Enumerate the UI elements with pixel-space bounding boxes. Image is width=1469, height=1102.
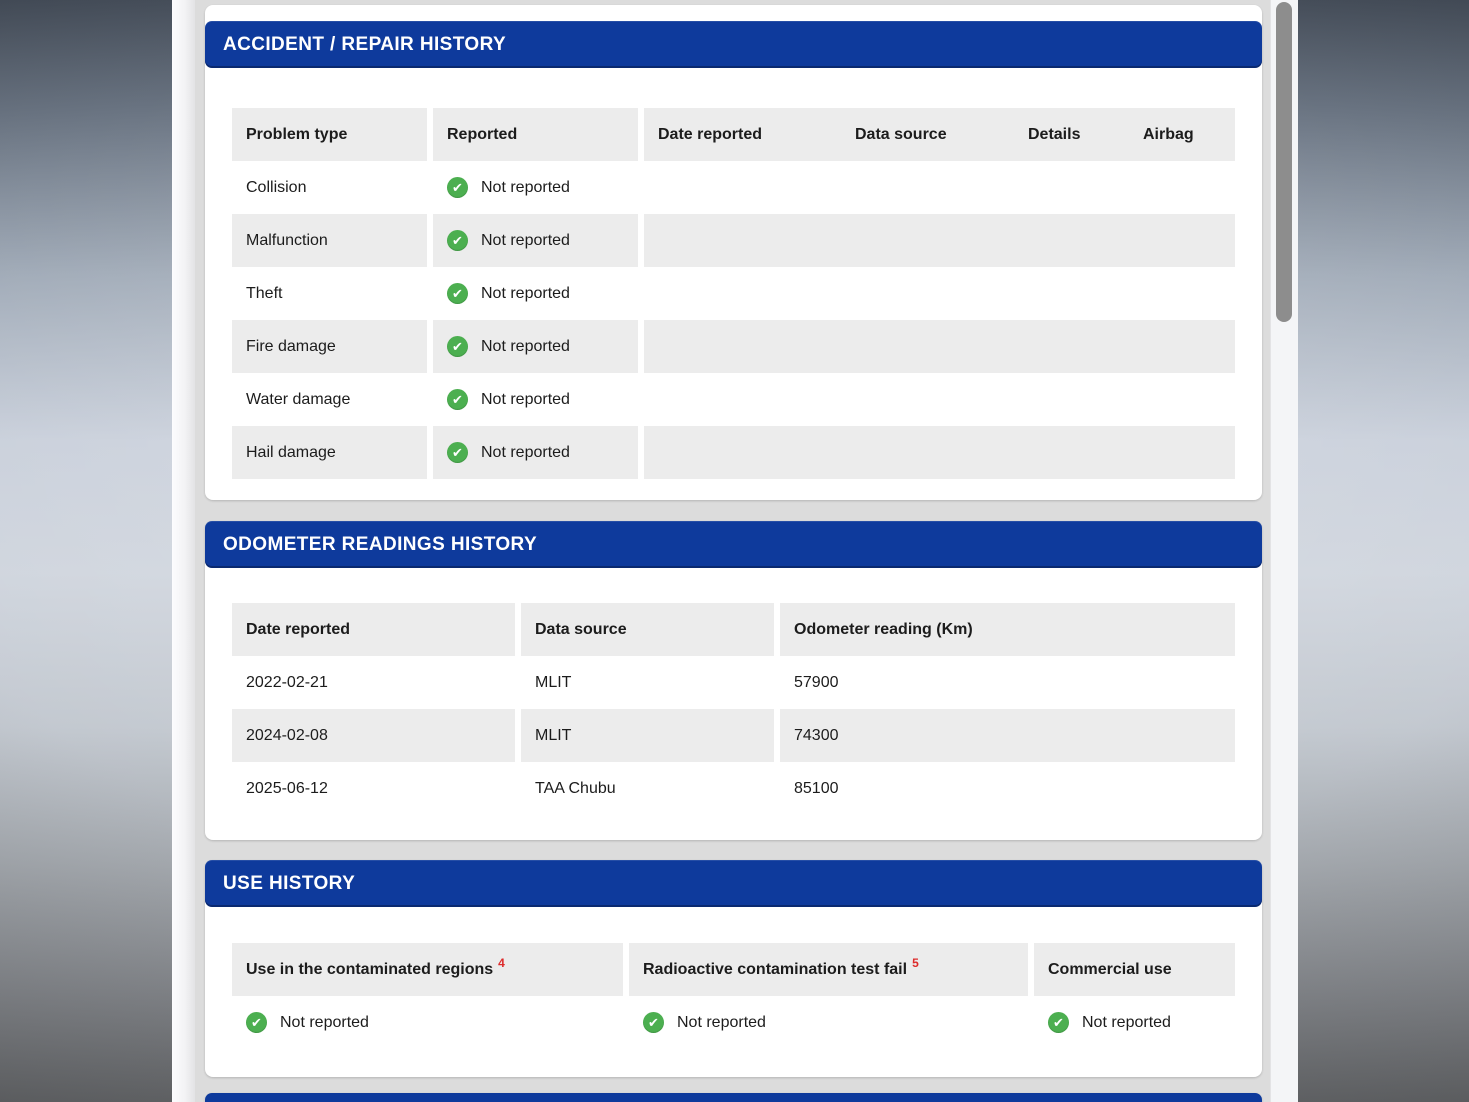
check-circle-icon — [447, 389, 468, 410]
reported-status-cell: ✔ Not reported — [433, 320, 638, 373]
reported-status-cell: ✔ Not reported — [433, 426, 638, 479]
date-cell: 2025-06-12 — [246, 779, 328, 797]
odometer-history-card — [205, 521, 1262, 840]
empty-cell — [644, 426, 1235, 479]
use-history-card — [205, 860, 1262, 1077]
next-section-header-partial — [205, 1093, 1262, 1102]
reading-cell: 85100 — [794, 779, 839, 797]
scrollbar-track[interactable] — [1270, 0, 1298, 1102]
problem-type-cell: Theft — [246, 284, 283, 302]
reported-status-cell: ✔ Not reported — [433, 267, 638, 320]
column-header-contaminated-regions: Use in the contaminated regions 4 — [232, 943, 623, 996]
footnote-marker: 5 — [912, 955, 919, 970]
status-cell: ✔ Not reported — [629, 996, 1028, 1049]
check-circle-icon — [447, 230, 468, 251]
check-circle-icon — [447, 442, 468, 463]
use-history-value-row — [232, 996, 1235, 1049]
section-title: ODOMETER READINGS HISTORY — [223, 533, 538, 555]
column-header-data-source: Data source — [841, 126, 1014, 144]
column-header-radioactive-test: Radioactive contamination test fail 5 — [629, 943, 1028, 996]
reported-status-cell: ✔ Not reported — [433, 373, 638, 426]
source-cell: MLIT — [521, 709, 774, 762]
viewport-left-edge — [172, 0, 195, 1102]
section-title: USE HISTORY — [223, 872, 356, 894]
table-row-fire-damage — [232, 320, 1235, 373]
problem-type-cell: Fire damage — [232, 320, 427, 373]
status-cell: ✔ Not reported — [232, 996, 623, 1049]
empty-cell — [644, 373, 1235, 426]
accident-table — [232, 108, 1235, 479]
footnote-marker: 4 — [498, 955, 505, 970]
column-header-commercial-use: Commercial use — [1034, 943, 1235, 996]
section-title: ACCIDENT / REPAIR HISTORY — [223, 33, 507, 55]
empty-cell — [644, 214, 1235, 267]
odometer-row — [232, 762, 1235, 815]
accident-section-header — [205, 21, 1262, 68]
column-header-airbag: Airbag — [1128, 126, 1235, 144]
source-cell: TAA Chubu — [535, 779, 616, 797]
odometer-table — [232, 603, 1235, 815]
check-circle-icon — [447, 336, 468, 357]
check-circle-icon — [447, 283, 468, 304]
odometer-row — [232, 709, 1235, 762]
column-header-date-reported: Date reported — [644, 126, 841, 144]
status-cell: ✔ Not reported — [1034, 996, 1235, 1049]
empty-cell — [644, 161, 1235, 214]
column-header-reported: Reported — [433, 108, 638, 161]
odometer-table-header-row — [232, 603, 1235, 656]
use-history-section-header — [205, 860, 1262, 907]
accident-table-header-row — [232, 108, 1235, 161]
odometer-section-header — [205, 521, 1262, 568]
source-cell: MLIT — [535, 673, 572, 691]
reported-status-cell: ✔ Not reported — [433, 161, 638, 214]
use-history-header-row — [232, 943, 1235, 996]
column-header-problem-type: Problem type — [232, 108, 427, 161]
accident-header-group — [644, 108, 1235, 161]
reading-cell: 74300 — [780, 709, 1235, 762]
date-cell: 2022-02-21 — [246, 673, 328, 691]
column-header-date-reported: Date reported — [232, 603, 515, 656]
browser-viewport — [172, 0, 1298, 1102]
check-circle-icon — [643, 1012, 664, 1033]
column-header-details: Details — [1014, 126, 1128, 144]
table-row-hail-damage — [232, 426, 1235, 479]
check-circle-icon — [246, 1012, 267, 1033]
empty-cell — [644, 320, 1235, 373]
table-row-collision — [232, 161, 1235, 214]
check-circle-icon — [447, 177, 468, 198]
column-header-odometer-reading: Odometer reading (Km) — [780, 603, 1235, 656]
table-row-water-damage — [232, 373, 1235, 426]
date-cell: 2024-02-08 — [232, 709, 515, 762]
check-circle-icon — [1048, 1012, 1069, 1033]
odometer-row — [232, 656, 1235, 709]
reading-cell: 57900 — [794, 673, 839, 691]
table-row-theft — [232, 267, 1235, 320]
column-header-data-source: Data source — [521, 603, 774, 656]
problem-type-cell: Hail damage — [232, 426, 427, 479]
accident-history-card — [205, 5, 1262, 500]
problem-type-cell: Malfunction — [232, 214, 427, 267]
scrollbar-thumb[interactable] — [1276, 2, 1292, 322]
reported-status-cell: ✔ Not reported — [433, 214, 638, 267]
empty-cell — [644, 267, 1235, 320]
use-history-table — [232, 943, 1235, 1049]
problem-type-cell: Water damage — [246, 390, 351, 408]
problem-type-cell: Collision — [246, 178, 307, 196]
table-row-malfunction — [232, 214, 1235, 267]
